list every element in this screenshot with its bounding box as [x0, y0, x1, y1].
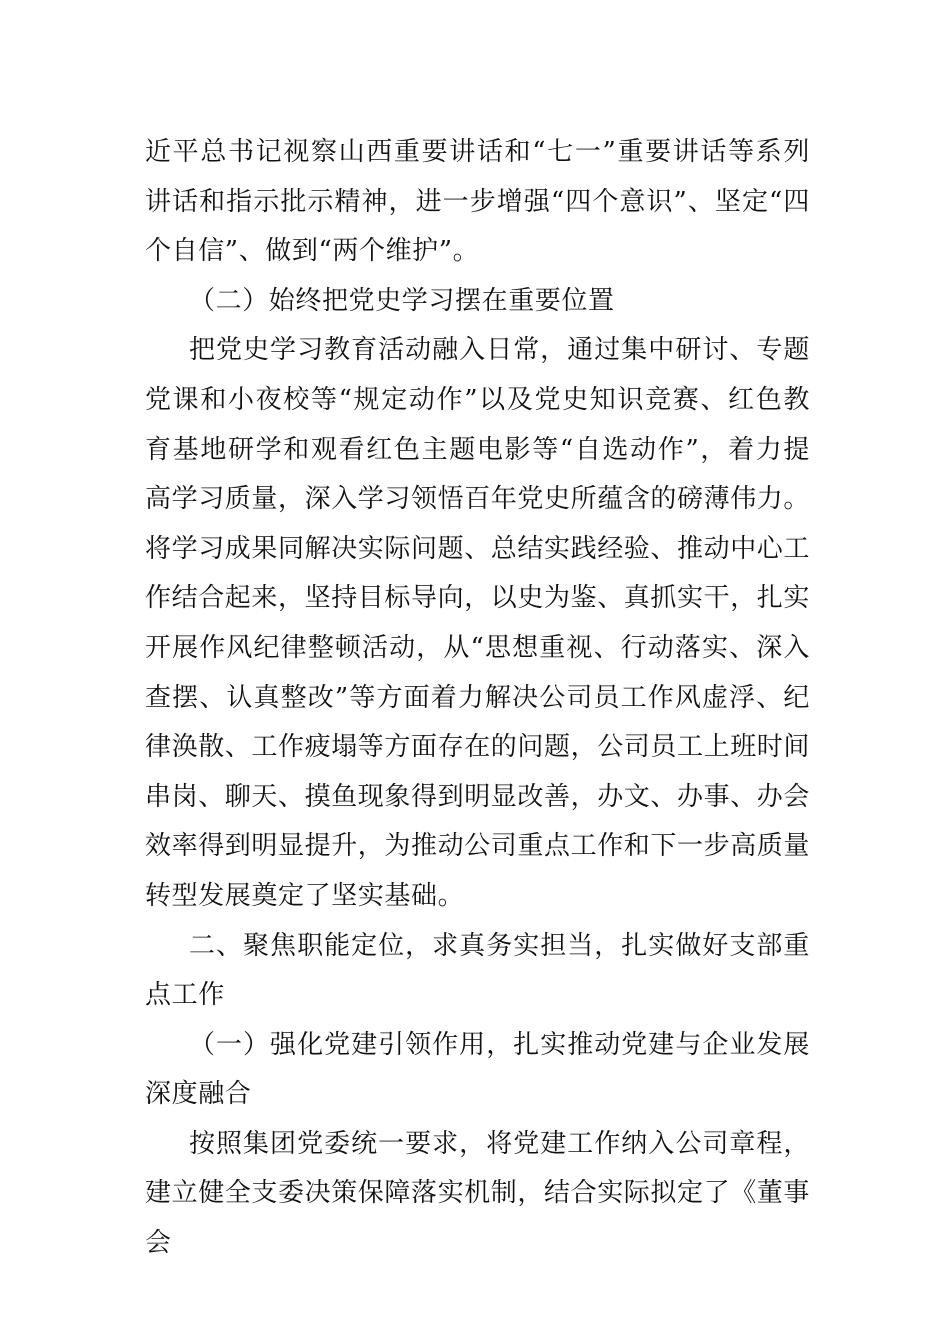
paragraph-party-history-study: 把党史学习教育活动融入日常，通过集中研讨、专题党课和小夜校等“规定动作”以及党史知识竞赛、红色教育基地研学和观看红色主题电影等“自选动作”，着力提高学习质量，深入学习领悟百年党史所蕴含的磅薄伟力。将学习成果同解决实际问题、总结实践经验、推动中心工作结合起来，坚持目标导向，以史为鉴、真抓实干，扎实开展作风纪律整顿活动，从“思想重视、行动落实、深入查摆、认真整改”等方面着力解决公司员工作风虚浮、纪律涣散、工作疲塌等方面存在的问题，公司员工上班时间串岗、聊天、摸鱼现象得到明显改善，办文、办事、办会效率得到明显提升，为推动公司重点工作和下一步高质量转型发展奠定了坚实基础。: [145, 335, 811, 911]
subheading-party-history: （二）始终把党史学习摆在重要位置: [189, 285, 615, 316]
subheading-party-building: （一）强化党建引领作用，扎实推动党建与企业发展深度融合: [145, 1029, 810, 1110]
paragraph-party-building: 按照集团党委统一要求，将党建工作纳入公司章程，建立健全支委决策保障落实机制，结合实际拟定了《董事会: [145, 1128, 811, 1259]
paragraph-continuation: 近平总书记视察山西重要讲话和“七一”重要讲话等系列讲话和指示批示精神，进一步增强“四个意识”、坚定“四个自信”、做到“两个维护”。: [145, 137, 810, 267]
document-body: [145, 128, 810, 1269]
heading-section-two: 二、聚焦职能定位，求真务实担当，扎实做好支部重点工作: [145, 930, 810, 1011]
